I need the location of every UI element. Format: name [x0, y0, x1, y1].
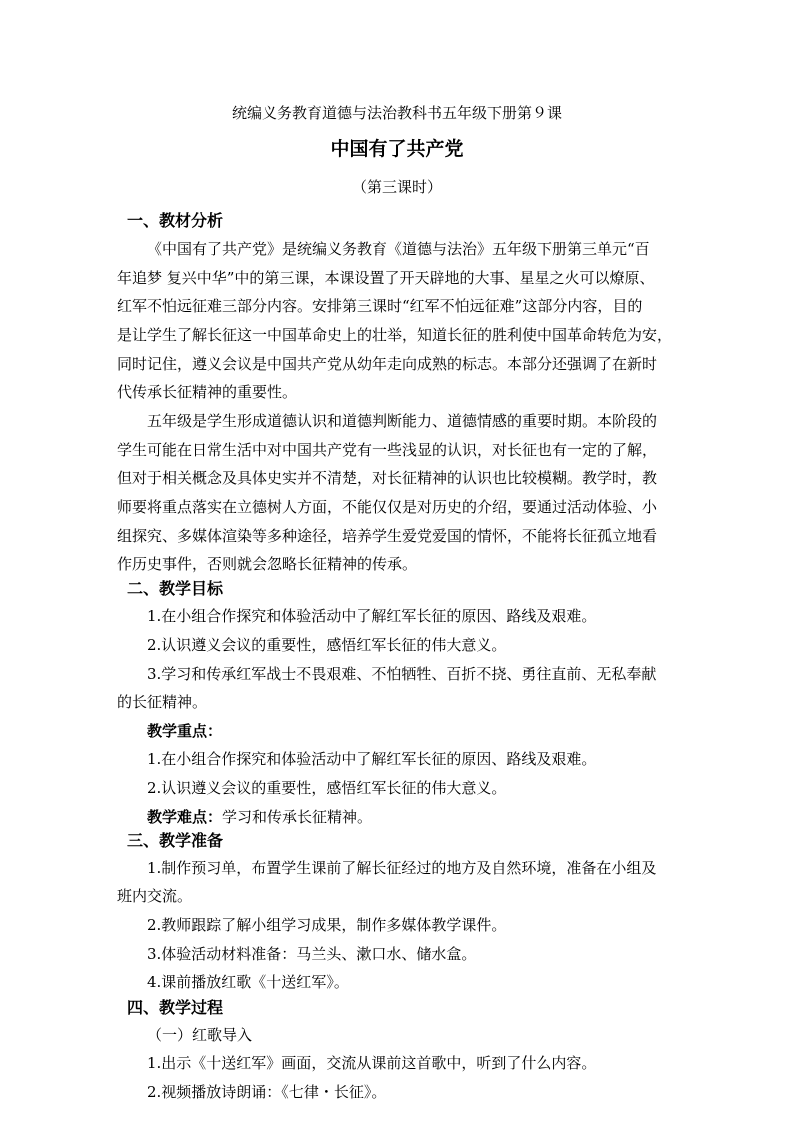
section-heading-materials: 一、教材分析 [127, 211, 224, 230]
key-point-item: 1.在小组合作探究和体验活动中了解红军长征的原因、路线及艰难。 [147, 750, 597, 768]
paragraph-line: 是让学生了解长征这一中国革命史上的壮举，知道长征的胜利使中国革命转危为安， [117, 326, 673, 344]
process-subheading: （一）红歌导入 [147, 1026, 253, 1044]
lesson-subtitle: （第三课时） [351, 178, 442, 196]
paragraph-line: 代传承长征精神的重要性。 [117, 383, 298, 401]
paragraph-line: 师要将重点落实在立德树人方面，不能仅仅是对历史的介绍，要通过活动体验、小 [117, 498, 658, 516]
textbook-series-line: 统编义务教育道德与法治教科书五年级下册第９课 [231, 104, 562, 122]
difficulty-label: 教学难点： [147, 808, 223, 826]
paragraph-line: 作历史事件，否则就会忽略长征精神的传承。 [117, 555, 418, 573]
prep-item-continued: 班内交流。 [117, 887, 193, 905]
paragraph-line: 《中国有了共产党》是统编义务教育《道德与法治》五年级下册第三单元“百 [147, 240, 650, 258]
process-step: 1.出示《十送红军》画面，交流从课前这首歌中，听到了什么内容。 [147, 1054, 597, 1072]
paragraph-line: 红军不怕远征难三部分内容。安排第三课时“红军不怕远征难”这部分内容，目的 [117, 297, 643, 315]
key-points-label: 教学重点： [147, 722, 223, 740]
prep-item: 1.制作预习单，布置学生课前了解长征经过的地方及自然环境，准备在小组及 [147, 859, 657, 877]
paragraph-line: 五年级是学生形成道德认识和道德判断能力、道德情感的重要时期。本阶段的 [147, 412, 658, 430]
prep-item: 3.体验活动材料准备：马兰头、漱口水、储水盒。 [147, 945, 477, 963]
difficulty-line [147, 807, 697, 827]
goal-item: 3.学习和传承红军战士不畏艰难、不怕牺牲、百折不挠、勇往直前、无私奉献 [147, 665, 657, 683]
page-title: 中国有了共产党 [330, 138, 464, 160]
difficulty-text: 学习和传承长征精神。 [222, 808, 373, 826]
key-point-item: 2.认识遵义会议的重要性，感悟红军长征的伟大意义。 [147, 779, 507, 797]
prep-item: 4.课前播放红歌《十送红军》。 [147, 973, 349, 991]
process-step: 2.视频播放诗朗诵：《七律・长征》。 [147, 1083, 387, 1101]
paragraph-line: 同时记住，遵义会议是中国共产党从幼年走向成熟的标志。本部分还强调了在新时 [117, 355, 658, 373]
section-heading-preparation: 三、教学准备 [127, 831, 224, 850]
goal-item: 1.在小组合作探究和体验活动中了解红军长征的原因、路线及艰难。 [147, 607, 597, 625]
paragraph-line: 学生可能在日常生活中对中国共产党有一些浅显的认识，对长征也有一定的了解， [117, 441, 658, 459]
section-heading-goals: 二、教学目标 [127, 579, 224, 598]
goal-item: 2.认识遵义会议的重要性，感悟红军长征的伟大意义。 [147, 636, 507, 654]
section-heading-process: 四、教学过程 [127, 998, 224, 1017]
paragraph-line: 但对于相关概念及具体史实并不清楚，对长征精神的认识也比较模糊。教学时，教 [117, 469, 658, 487]
goal-item-continued: 的长征精神。 [117, 693, 208, 711]
paragraph-line: 年追梦 复兴中华”中的第三课，本课设置了开天辟地的大事、星星之火可以燎原、 [117, 269, 655, 287]
paragraph-line: 组探究、多媒体渲染等多种途径，培养学生爱党爱国的情怀，不能将长征孤立地看 [117, 527, 658, 545]
prep-item: 2.教师跟踪了解小组学习成果，制作多媒体教学课件。 [147, 916, 507, 934]
